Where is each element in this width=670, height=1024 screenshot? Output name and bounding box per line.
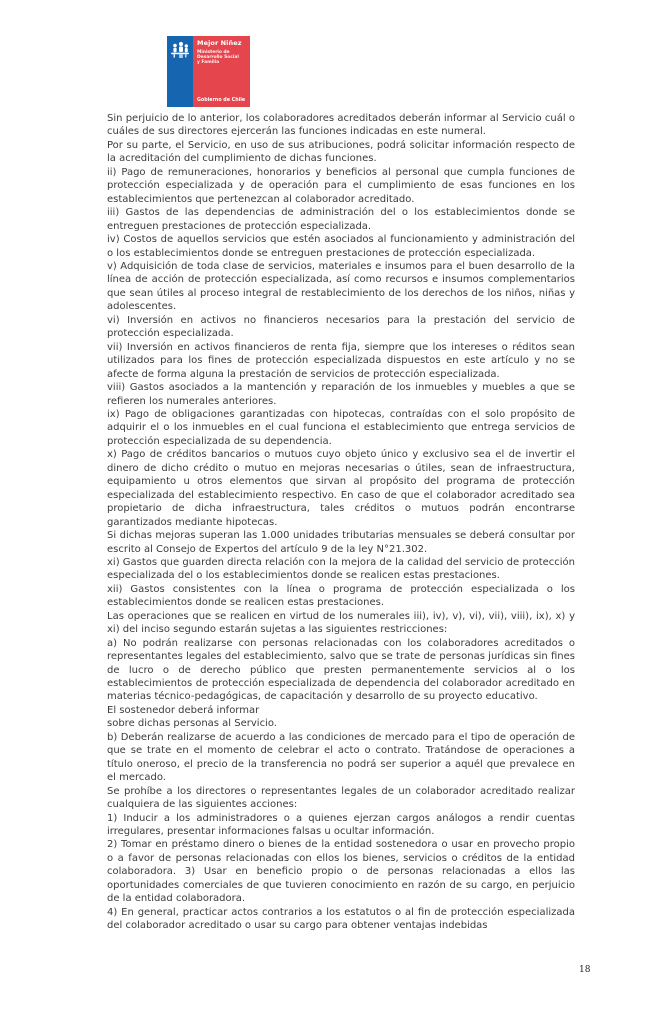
paragraph: Por su parte, el Servicio, en uso de sus atribuciones, podrá solicitar información respecto de la acreditación del cumplimiento de dichas funciones. xyxy=(107,139,575,165)
paragraph: v) Adquisición de toda clase de servicios, materiales e insumos para el buen desarrollo de la línea de acción de protección especializada, así como recursos e insumos complementarios que sean útiles al proceso integral de restablecimiento de los derechos de los niños, niñas y adolescentes. xyxy=(107,260,575,313)
paragraph: viii) Gastos asociados a la mantención y reparación de los inmuebles y muebles a que se refieren los numerales anteriores. xyxy=(107,382,575,407)
mejor-ninez-logo xyxy=(167,36,250,107)
page-number: 18 xyxy=(579,965,591,975)
paragraph: iv) Costos de aquellos servicios que estén asociados al funcionamiento y administración del o los establecimientos donde se entreguen prestaciones de protección especializada. xyxy=(107,234,575,259)
logo-ministry-name: Ministerio de Desarrollo Social y Familia xyxy=(197,50,239,66)
paragraph: iii) Gastos de las dependencias de administración del o los establecimientos donde se entreguen prestaciones de protección especializada. xyxy=(107,207,575,232)
paragraph: El sostenedor deberá informar xyxy=(107,704,260,716)
paragraph: Se prohíbe a los directores o representantes legales de un colaborador acreditado realizar cualquiera de las siguientes acciones: xyxy=(107,785,575,811)
logo-red-panel xyxy=(193,36,250,107)
document-body xyxy=(107,112,575,933)
paragraph: vi) Inversión en activos no financieros necesarios para la prestación del servicio de protección especializada. xyxy=(107,314,575,340)
paragraph: vii) Inversión en activos financieros de renta fija, siempre que los intereses o réditos sean utilizados para los fines de protección especializada dispuestos en este artículo y no se afecte de forma alguna la prestación de servicios de protección especializada. xyxy=(107,341,575,380)
paragraph: Si dichas mejoras superan las 1.000 unidades tributarias mensuales se deberá consultar por escrito al Consejo de Expertos del artículo 9 de la ley N°21.302. xyxy=(107,530,575,555)
paragraph: 4) En general, practicar actos contrarios a los estatutos o al fin de protección especializada del colaborador acreditado o usar su cargo para obtener ventajas indebidas xyxy=(107,906,575,932)
logo-blue-panel xyxy=(167,36,193,107)
paragraph: a) No podrán realizarse con personas relacionadas con los colaboradores acreditados o representantes legales del establecimiento, salvo que se trate de personas jurídicas sin fines de lucro o de derecho público que presten permanentemente servicios al o los establecimientos de protección especializada de dependencia del colaborador acreditado en materias técnico-pedagógicas, de capacitación y desarrollo de su proyecto educativo. xyxy=(107,637,575,703)
paragraph: sobre dichas personas al Servicio. xyxy=(107,718,277,730)
paragraph: x) Pago de créditos bancarios o mutuos cuyo objeto único y exclusivo sea el de invertir el dinero de dicho crédito o mutuo en mejoras necesarias o útiles, sean de infraestructura, equipamiento u otros elementos que sirvan al propósito del programa de protección especializada del establecimiento respectivo. En caso de que el colaborador acreditado sea propietario de dicha infraestructura, tales créditos o mutuos podrán encontrarse garantizados mediante hipotecas. xyxy=(107,449,575,528)
paragraph: Las operaciones que se realicen en virtud de los numerales iii), iv), v), vi), vii), viii), ix), x) y xi) del inciso segundo estarán sujetas a las siguientes restricciones: xyxy=(107,610,575,636)
paragraph: ii) Pago de remuneraciones, honorarios y beneficios al personal que cumpla funciones de protección especializada y de operación para el cumplimiento de esas funciones en los establecimientos que pertenezcan al colaborador acreditado. xyxy=(107,166,575,205)
logo-government-name: Gobierno de Chile xyxy=(197,98,246,103)
paragraph: ix) Pago de obligaciones garantizadas con hipotecas, contraídas con el solo propósito de adquirir el o los inmuebles en el cual funciona el establecimiento que entrega servicios de protección especializada de su dependencia. xyxy=(107,408,575,447)
paragraph: xii) Gastos consistentes con la línea o programa de protección especializada o los establecimientos donde se realicen estas prestaciones. xyxy=(107,583,575,609)
paragraph: xi) Gastos que guarden directa relación con la mejora de la calidad del servicio de protección especializada del o los establecimientos donde se realicen estas prestaciones. xyxy=(107,556,575,582)
paragraph: 2) Tomar en préstamo dinero o bienes de la entidad sostenedora o usar en provecho propio o a favor de personas relacionadas con ellos los bienes, servicios o créditos de la entidad colaboradora. 3) Usar en beneficio propio o de personas relacionadas a ellos las oportunidades comerciales de que tuvieren conocimiento en razón de su cargo, en perjuicio de la entidad colaboradora. xyxy=(107,839,575,905)
logo-brand-name: Mejor Niñez xyxy=(197,39,242,47)
children-figures-icon xyxy=(170,41,190,67)
paragraph: b) Deberán realizarse de acuerdo a las condiciones de mercado para el tipo de operación de que se trate en el momento de celebrar el acto o contrato. Tratándose de operaciones a título oneroso, el precio de la transferencia no podrá ser superior a aquél que prevalece en el mercado. xyxy=(107,731,575,784)
paragraph: Sin perjuicio de lo anterior, los colaboradores acreditados deberán informar al Servicio cuál o cuáles de sus directores ejercerán las funciones indicadas en este numeral. xyxy=(107,113,575,138)
paragraph: 1) Inducir a los administradores o a quienes ejerzan cargos análogos a rendir cuentas irregulares, presentar informaciones falsas u ocultar información. xyxy=(107,812,575,838)
